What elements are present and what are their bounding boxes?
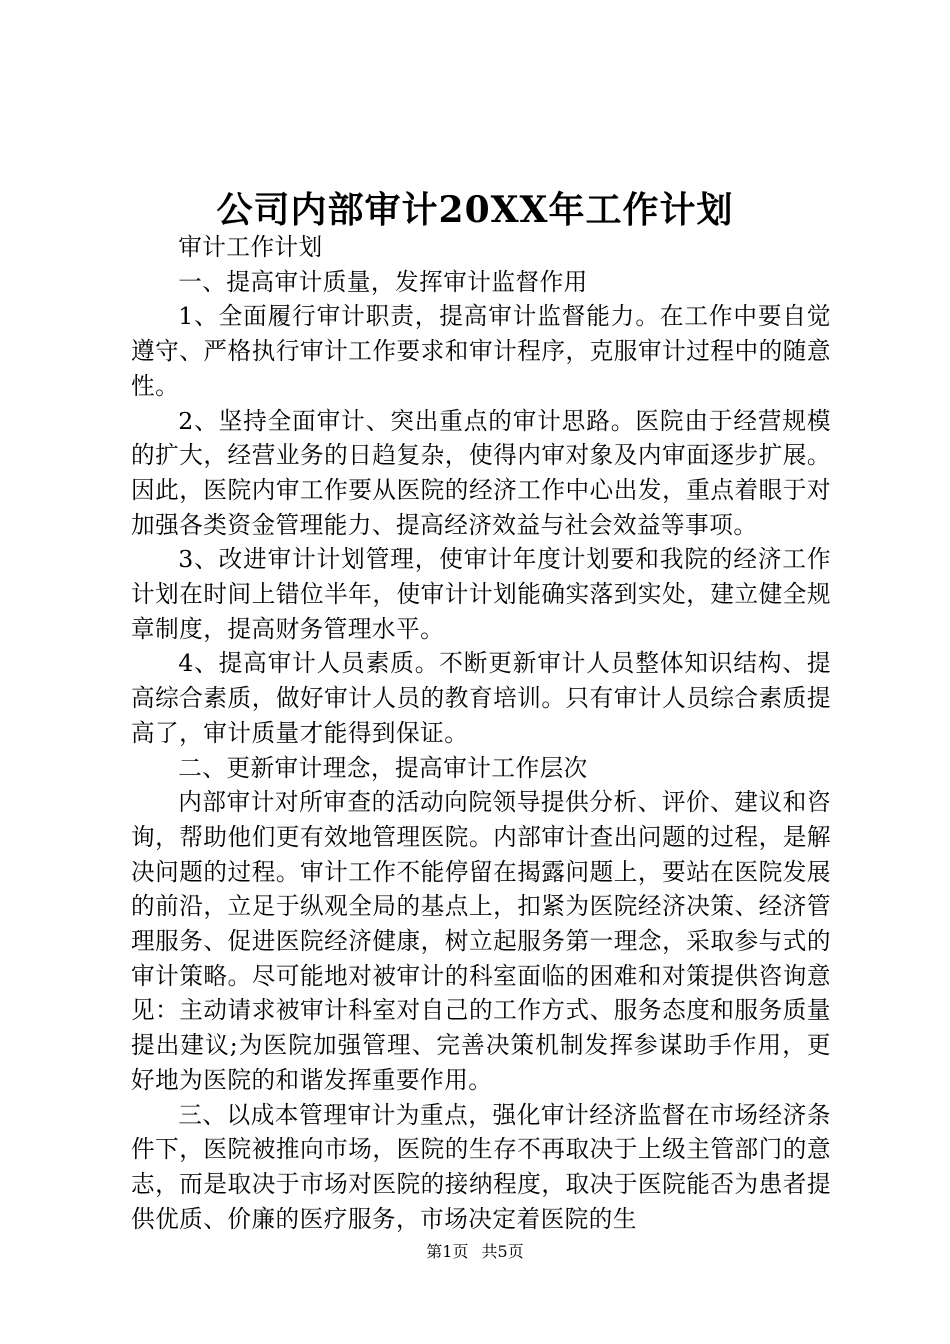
- page-number: 第1页: [426, 1242, 469, 1261]
- page-footer: [0, 1240, 950, 1264]
- paragraph: 4、提高审计人员素质。不断更新审计人员整体知识结构、提高综合素质，做好审计人员的教育培训。只有审计人员综合素质提高了，审计质量才能得到保证。: [131, 649, 831, 747]
- document-title: 公司内部审计20XX年工作计划: [216, 189, 734, 231]
- paragraph: 二、更新审计理念，提高审计工作层次: [178, 753, 588, 782]
- document-body: [131, 230, 831, 1236]
- paragraph: 3、改进审计计划管理，使审计年度计划要和我院的经济工作计划在时间上错位半年，使审计计划能确实落到实处，建立健全规章制度，提高财务管理水平。: [131, 545, 831, 643]
- paragraph: 一、提高审计质量，发挥审计监督作用: [178, 267, 588, 296]
- page-total: 共5页: [481, 1242, 524, 1261]
- paragraph: 2、坚持全面审计、突出重点的审计思路。医院由于经营规模的扩大，经营业务的日趋复杂，使得内审对象及内审面逐步扩展。因此，医院内审工作要从医院的经济工作中心出发，重点着眼于对加强各类资金管理能力、提高经济效益与社会效益等事项。: [131, 406, 831, 539]
- paragraph: 审计工作计划: [178, 233, 323, 261]
- paragraph: 内部审计对所审查的活动向院领导提供分析、评价、建议和咨询，帮助他们更有效地管理医院。内部审计查出问题的过程，是解决问题的过程。审计工作不能停留在揭露问题上，要站在医院发展的前沿，立足于纵观全局的基点上，扣紧为医院经济决策、经济管理服务、促进医院经济健康，树立起服务第一理念，采取参与式的审计策略。尽可能地对被审计的科室面临的困难和对策提供咨询意见：主动请求被审计科室对自己的工作方式、服务态度和服务质量提出建议;为医院加强管理、完善决策机制发挥参谋助手作用，更好地为医院的和谐发挥重要作用。: [131, 788, 831, 1094]
- paragraph: 1、全面履行审计职责，提高审计监督能力。在工作中要自觉遵守、严格执行审计工作要求和审计程序，克服审计过程中的随意性。: [131, 302, 831, 400]
- paragraph: 三、以成本管理审计为重点，强化审计经济监督在市场经济条件下，医院被推向市场，医院的生存不再取决于上级主管部门的意志，而是取决于市场对医院的接纳程度，取决于医院能否为患者提供优质、价廉的医疗服务，市场决定着医院的生: [131, 1100, 831, 1233]
